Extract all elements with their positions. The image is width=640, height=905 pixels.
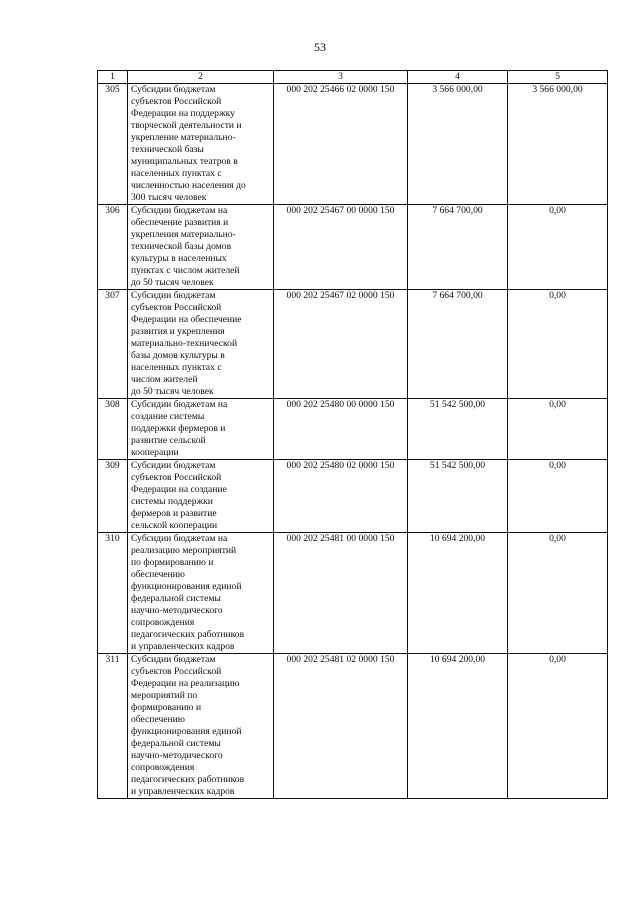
budget-code: 000 202 25466 02 0000 150 (274, 84, 408, 205)
amount-column-5: 3 566 000,00 (508, 84, 608, 205)
budget-table (97, 70, 608, 799)
amount-column-4: 3 566 000,00 (408, 84, 508, 205)
description-line: Субсидии бюджетам на (131, 533, 228, 544)
description-line: и управленческих кадров (131, 641, 235, 652)
row-description (128, 205, 274, 290)
table-row (98, 205, 608, 290)
column-header: 2 (128, 71, 274, 84)
description-line: мероприятий по (131, 690, 198, 701)
description-line: численностью населения до (131, 180, 246, 191)
description-line: сельской кооперации (131, 520, 218, 531)
description-line: муниципальных театров в (131, 156, 238, 167)
description-line: Субсидии бюджетам на (131, 205, 228, 216)
description-line: научно-методического (131, 750, 223, 761)
description-line: творческой деятельности и (131, 120, 242, 131)
description-line: населенных пунктах с (131, 168, 222, 179)
description-line: создание системы (131, 411, 205, 422)
description-line: Федерации на создание (131, 484, 227, 495)
description-line: базы домов культуры в (131, 350, 225, 361)
amount-column-4: 7 664 700,00 (408, 290, 508, 399)
amount-column-5: 0,00 (508, 460, 608, 533)
row-description (128, 399, 274, 460)
description-line: пунктах с числом жителей (131, 265, 240, 276)
column-header: 5 (508, 71, 608, 84)
description-line: Субсидии бюджетам (131, 290, 216, 301)
description-line: педагогических работников (131, 774, 245, 785)
amount-column-4: 10 694 200,00 (408, 654, 508, 799)
description-line: субъектов Российской (131, 96, 222, 107)
amount-column-5: 0,00 (508, 205, 608, 290)
description-line: до 50 тысяч человек (131, 386, 214, 397)
description-line: населенных пунктах с (131, 362, 222, 373)
description-line: Субсидии бюджетам (131, 460, 216, 471)
row-number: 308 (98, 399, 128, 460)
description-line: фермеров и развитие (131, 508, 217, 519)
description-line: развитие сельской (131, 435, 206, 446)
description-line: укрепления материально- (131, 229, 236, 240)
description-line: укрепление материально- (131, 132, 236, 143)
description-line: развития и укрепления (131, 326, 225, 337)
description-line: кооперации (131, 447, 179, 458)
description-line: Федерации на реализацию (131, 678, 240, 689)
amount-column-4: 10 694 200,00 (408, 533, 508, 654)
budget-code: 000 202 25480 00 0000 150 (274, 399, 408, 460)
amount-column-5: 0,00 (508, 533, 608, 654)
description-line: до 50 тысяч человек (131, 277, 214, 288)
description-line: Субсидии бюджетам (131, 84, 216, 95)
row-number: 311 (98, 654, 128, 799)
row-number: 307 (98, 290, 128, 399)
description-line: поддержки фермеров и (131, 423, 226, 434)
row-description (128, 84, 274, 205)
column-header: 3 (274, 71, 408, 84)
description-line: субъектов Российской (131, 302, 222, 313)
description-line: материально-технической (131, 338, 238, 349)
description-line: реализацию мероприятий (131, 545, 237, 556)
table-row (98, 399, 608, 460)
description-line: технической базы (131, 144, 204, 155)
row-description (128, 290, 274, 399)
table-row (98, 533, 608, 654)
description-line: субъектов Российской (131, 666, 222, 677)
description-line: федеральной системы (131, 593, 221, 604)
budget-code: 000 202 25467 02 0000 150 (274, 290, 408, 399)
description-line: обеспечению (131, 714, 185, 725)
description-line: по формированию и (131, 557, 214, 568)
budget-code: 000 202 25481 00 0000 150 (274, 533, 408, 654)
budget-code: 000 202 25467 00 0000 150 (274, 205, 408, 290)
table-row (98, 84, 608, 205)
description-line: обеспечение развития и (131, 217, 229, 228)
description-line: субъектов Российской (131, 472, 222, 483)
row-description (128, 533, 274, 654)
amount-column-5: 0,00 (508, 290, 608, 399)
page-number: 53 (314, 40, 326, 54)
description-line: научно-методического (131, 605, 223, 616)
description-line: 300 тысяч человек (131, 192, 207, 203)
row-number: 310 (98, 533, 128, 654)
budget-code: 000 202 25481 02 0000 150 (274, 654, 408, 799)
description-line: функционирования единой (131, 726, 242, 737)
description-line: Федерации на поддержку (131, 108, 235, 119)
column-header: 1 (98, 71, 128, 84)
description-line: Федерации на обеспечение (131, 314, 242, 325)
column-header: 4 (408, 71, 508, 84)
description-line: Субсидии бюджетам (131, 654, 216, 665)
amount-column-4: 7 664 700,00 (408, 205, 508, 290)
row-description (128, 654, 274, 799)
table-row (98, 460, 608, 533)
description-line: и управленческих кадров (131, 786, 235, 797)
row-number: 305 (98, 84, 128, 205)
description-line: сопровождения (131, 762, 195, 773)
description-line: педагогических работников (131, 629, 245, 640)
table-row (98, 290, 608, 399)
description-line: культуры в населенных (131, 253, 227, 264)
row-number: 306 (98, 205, 128, 290)
description-line: функционирования единой (131, 581, 242, 592)
description-line: формированию и (131, 702, 202, 713)
amount-column-5: 0,00 (508, 399, 608, 460)
description-line: обеспечению (131, 569, 185, 580)
description-line: Субсидии бюджетам на (131, 399, 228, 410)
description-line: федеральной системы (131, 738, 221, 749)
amount-column-5: 0,00 (508, 654, 608, 799)
description-line: технической базы домов (131, 241, 232, 252)
row-description (128, 460, 274, 533)
table-row (98, 654, 608, 799)
table-body (98, 84, 608, 799)
budget-code: 000 202 25480 02 0000 150 (274, 460, 408, 533)
table-header-row (98, 71, 608, 84)
description-line: системы поддержки (131, 496, 213, 507)
row-number: 309 (98, 460, 128, 533)
description-line: сопровождения (131, 617, 195, 628)
description-line: числом жителей (131, 374, 198, 385)
amount-column-4: 51 542 500,00 (408, 399, 508, 460)
amount-column-4: 51 542 500,00 (408, 460, 508, 533)
